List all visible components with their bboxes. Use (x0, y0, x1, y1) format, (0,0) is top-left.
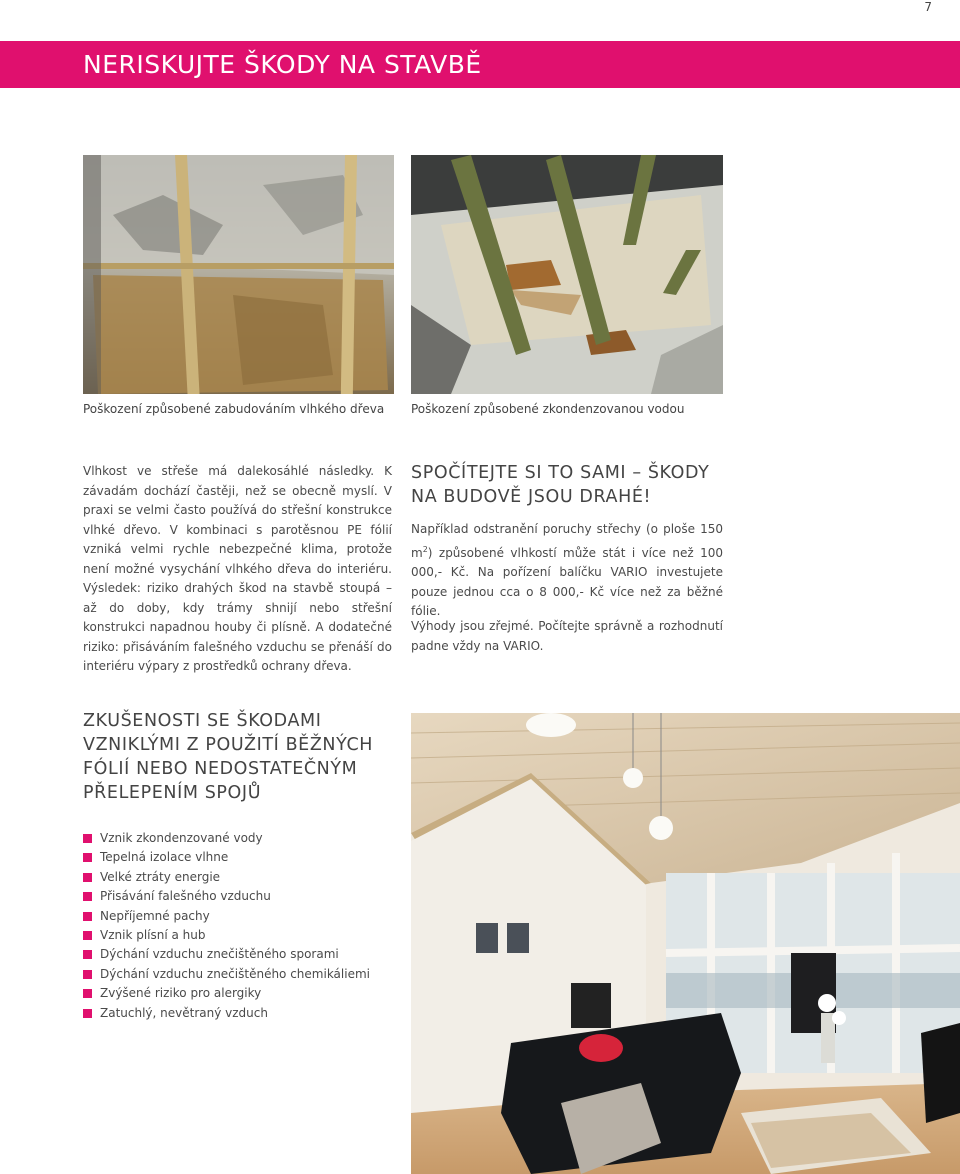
benefits-paragraph: Výhody jsou zřejmé. Počítejte správně a rozhodnutí padne vždy na VARIO. (411, 619, 723, 653)
photo-living-room-interior (411, 713, 960, 1174)
list-item-text: Dýchání vzduchu znečištěného chemikáliemi (100, 966, 370, 981)
superscript-2: 2 (422, 544, 428, 554)
caption-wet-wood: Poškození způsobené zabudováním vlhkého dřeva (83, 402, 385, 416)
list-item-text: Vznik plísní a hub (100, 928, 206, 943)
list-item (83, 984, 370, 1003)
list-item (83, 868, 370, 887)
list-item-text: Velké ztráty energie (100, 869, 221, 884)
cost-paragraph (411, 520, 723, 622)
list-item (83, 829, 370, 848)
list-item (83, 848, 370, 867)
list-item-text: Přisávání falešného vzduchu (100, 889, 271, 904)
bullet-square-icon (83, 853, 92, 862)
list-item (83, 887, 370, 906)
experience-heading-line-3: FÓLIÍ NEBO NEDOSTATEČNÝM (83, 759, 358, 779)
list-item (83, 926, 370, 945)
list-item-text: Zatuchlý, nevětraný vzduch (100, 1005, 268, 1020)
list-item (83, 1004, 370, 1023)
list-item-text: Dýchání vzduchu znečištěného sporami (100, 947, 339, 962)
title-banner (0, 41, 960, 88)
calculation-heading (411, 461, 731, 509)
list-item-text: Vznik zkondenzované vody (100, 831, 263, 845)
bullet-square-icon (83, 931, 92, 940)
experience-heading-line-2: VZNIKLÝMI Z POUŽITÍ BĚŽNÝCH (83, 735, 374, 755)
experience-heading (83, 709, 383, 805)
list-item (83, 945, 370, 964)
damage-list (83, 829, 370, 1023)
list-item (83, 907, 370, 926)
list-item (83, 965, 370, 984)
caption-condensation: Poškození způsobené zkondenzovanou vodou (411, 402, 685, 416)
calculation-heading-line-1: SPOČÍTEJTE SI TO SAMI – ŠKODY (411, 463, 710, 483)
bullet-square-icon (83, 892, 92, 901)
experience-heading-line-1: ZKUŠENOSTI SE ŠKODAMI (83, 711, 322, 731)
bullet-square-icon (83, 950, 92, 959)
bullet-square-icon (83, 1009, 92, 1018)
list-item-text: Nepříjemné pachy (100, 908, 210, 923)
bullet-square-icon (83, 873, 92, 882)
experience-heading-line-4: PŘELEPENÍM SPOJŮ (83, 783, 262, 803)
cost-paragraph-start: Například odstranění poruchy střechy (o ploše 150 m (411, 522, 723, 560)
cost-paragraph-end: ) způsobené vlhkostí může stát i více než 100 000,- Kč. Na pořízení balíčku VARIO investujete pouze jednou cca o 8 000,- Kč více než za běžné fólie. (411, 545, 723, 618)
bullet-square-icon (83, 912, 92, 921)
bullet-square-icon (83, 989, 92, 998)
page-title: NERISKUJTE ŠKODY NA STAVBĚ (83, 50, 482, 79)
photo-condensation-damage (411, 155, 723, 394)
bullet-square-icon (83, 834, 92, 843)
list-item-text: Zvýšené riziko pro alergiky (100, 986, 262, 1001)
bullet-square-icon (83, 970, 92, 979)
list-item-text: Tepelná izolace vlhne (100, 850, 229, 865)
intro-paragraph: Vlhkost ve střeše má dalekosáhlé následky. K závadám dochází častěji, než se obecně myslí. V praxi se velmi často používá do střešní konstrukce vlhké dřevo. V kombinaci s parotěsnou PE fólií vzniká velmi rychle nebezpečné klima, protože není možné vysychání vlhkého dřeva do interiéru. Výsledek: riziko drahých škod na stavbě stoupá – až do doby, kdy trámy shnijí nebo střešní konstrukci napadnou houby či plísně. A dodatečné riziko: přisáváním falešného vzduchu se přenáší do interiéru výpary z prostředků ochrany dřeva. (83, 464, 392, 673)
page-number: 7 (924, 0, 932, 14)
calculation-heading-line-2: NA BUDOVĚ JSOU DRAHÉ! (411, 487, 652, 507)
photo-wet-wood-damage (83, 155, 394, 394)
